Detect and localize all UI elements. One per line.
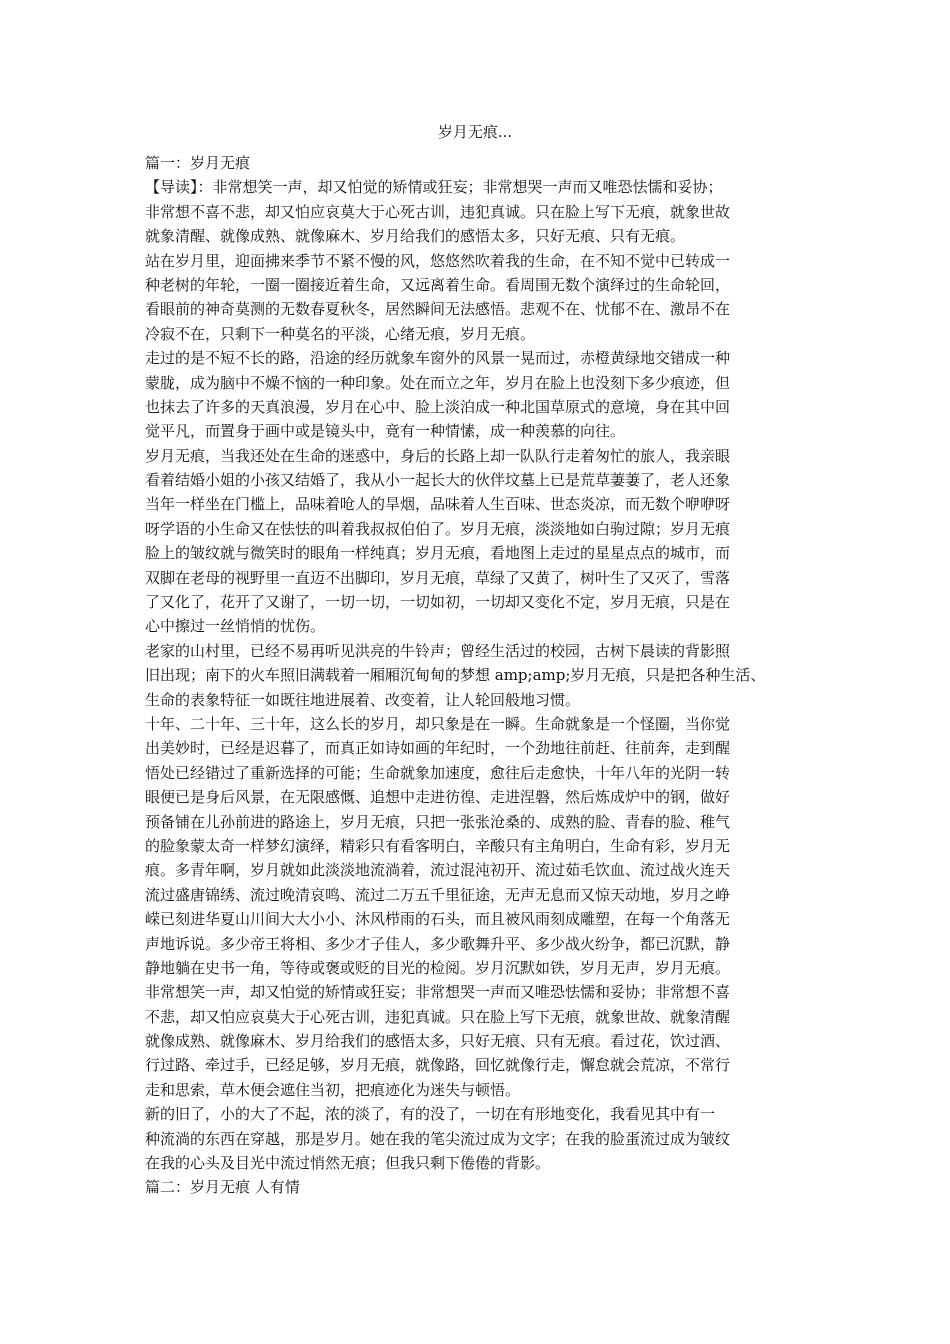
text-line: 的脸象蒙太奇一样梦幻演绎，精彩只有看客明白，辛酸只有主角明白，生命有彩，岁月无 [145,836,731,855]
text-line: 十年、二十年、三十年，这么长的岁月，却只象是在一瞬。生命就象是一个怪圈，当你觉 [145,714,731,733]
text-line: 看眼前的神奇莫测的无数春夏秋冬，居然瞬间无法感悟。悲观不在、忧郁不在、激昂不在 [145,300,731,319]
text-line: 眼便已是身后风景，在无限感慨、追想中走进彷徨、走进涅磐，然后炼成炉中的钢，做好 [145,788,731,807]
text-line: 静地躺在史书一角，等待或褒或贬的目光的检阅。岁月沉默如铁，岁月无声，岁月无痕。 [145,958,731,977]
text-line: 老家的山村里，已经不易再听见洪亮的牛铃声；曾经生活过的校园，古树下晨读的背影照 [145,641,731,660]
text-line: 看着结婚小姐的小孩又结婚了，我从小一起长大的伙伴坟墓上已是荒草萋萋了，老人还象 [145,471,731,490]
text-line: 蒙胧，成为脑中不燥不恼的一种印象。处在而立之年，岁月在脸上也没刻下多少痕迹，但 [145,373,731,392]
text-line: 种老树的年轮，一圈一圈接近着生命，又远离着生命。看周围无数个演绎过的生命轮回， [145,275,731,294]
text-line: 冷寂不在，只剩下一种莫名的平淡，心绪无痕，岁月无痕。 [145,324,536,343]
text-line: 就像成熟、就像麻木、岁月给我们的感悟太多，只好无痕、只有无痕。看过花，饮过酒、 [145,1032,731,1051]
text-line: 嵘已刻进华夏山川间大大小小、沐风栉雨的石头，而且被风雨刻成雕塑，在每一个角落无 [145,910,731,929]
text-line: 在我的心头及目光中流过悄然无痕；但我只剩下倦倦的背影。 [145,1154,551,1173]
text-line: 呀学语的小生命又在怯怯的叫着我叔叔伯伯了。岁月无痕，淡淡地如白驹过隙；岁月无痕 [145,519,731,538]
text-line: 也抹去了许多的天真浪漫，岁月在心中、脸上淡泊成一种北国草原式的意境，身在其中回 [145,397,731,416]
text-line: 旧出现；南下的火车照旧满载着一厢厢沉甸甸的梦想 amp;amp;岁月无痕，只是把各种生活、 [145,666,766,685]
text-line: 走和思索，草木便会遮住当初，把痕迹化为迷失与顿悟。 [145,1080,521,1099]
text-line: 声地诉说。多少帝王将相、多少才子佳人，多少歌舞升平、多少战火纷争，都已沉默，静 [145,934,731,953]
text-line: 痕。多青年啊，岁月就如此淡淡地流淌着，流过混沌初开、流过茹毛饮血、流过战火连天 [145,861,731,880]
text-line: 站在岁月里，迎面拂来季节不紧不慢的风，悠悠然吹着我的生命，在不知不觉中已转成一 [145,251,731,270]
text-line: 脸上的皱纹就与微笑时的眼角一样纯真；岁月无痕，看地图上走过的星星点点的城市，而 [145,544,731,563]
text-line: 了又化了，花开了又谢了，一切一切，一切如初，一切却又变化不定，岁月无痕，只是在 [145,593,731,612]
text-line: 悟处已经错过了重新选择的可能；生命就象加速度，愈往后走愈快，十年八年的光阴一转 [145,763,731,782]
text-line: 当年一样坐在门槛上，品味着呛人的旱烟，品味着人生百味、世态炎凉，而无数个咿咿呀 [145,495,731,514]
text-line: 非常想不喜不悲，却又怕应哀莫大于心死古训，违犯真诚。只在脸上写下无痕，就象世故 [145,202,731,221]
text-line: 心中擦过一丝悄悄的忧伤。 [145,617,326,636]
text-line: 双脚在老母的视野里一直迈不出脚印，岁月无痕，草绿了又黄了，树叶生了又灭了，雪落 [145,568,731,587]
text-line: 非常想笑一声，却又怕觉的矫情或狂妄；非常想哭一声而又唯恐怯懦和妥协；非常想不喜 [145,983,731,1002]
text-line: 种流淌的东西在穿越，那是岁月。她在我的笔尖流过成为文字；在我的脸蛋流过成为皱纹 [145,1129,731,1148]
section-heading: 篇二：岁月无痕 人有情 [145,1178,300,1197]
text-line: 预备铺在儿孙前进的路途上，岁月无痕，只把一张张沧桑的、成熟的脸、青春的脸、稚气 [145,812,731,831]
text-line: 【导读】：非常想笑一声，却又怕觉的矫情或狂妄；非常想哭一声而又唯恐怯懦和妥协； [145,178,723,197]
text-line: 行过路、牵过手，已经足够，岁月无痕，就像路，回忆就像行走，懈怠就会荒凉，不常行 [145,1056,731,1075]
document-body [145,151,825,1200]
text-line: 走过的是不短不长的路，沿途的经历就象车窗外的风景一晃而过，赤橙黄绿地交错成一种 [145,349,731,368]
text-line: 出美妙时，已经是迟暮了，而真正如诗如画的年纪时，一个劲地往前赶、往前奔，走到醒 [145,739,731,758]
text-line: 生命的表象特征一如既往地进展着、改变着，让人轮回般地习惯。 [145,690,581,709]
text-line: 觉平凡，而置身于画中或是镜头中，竟有一种情愫，成一种羡慕的向往。 [145,422,626,441]
text-line: 流过盛唐锦绣、流过晚清哀鸣、流过二万五千里征途，无声无息而又惊天动地，岁月之峥 [145,885,731,904]
text-line: 岁月无痕，当我还处在生命的迷惑中，身后的长路上却一队队行走着匆忙的旅人，我亲眼 [145,446,731,465]
section-heading: 篇一：岁月无痕 [145,154,251,172]
text-line: 不悲，却又怕应哀莫大于心死古训，违犯真诚。只在脸上写下无痕，就象世故、就象清醒 [145,1007,731,1026]
text-line: 就象清醒、就像成熟、就像麻木、岁月给我们的感悟太多，只好无痕、只有无痕。 [145,227,686,246]
text-line: 新的旧了，小的大了不起，浓的淡了，有的没了，一切在有形地变化，我看见其中有一 [145,1105,716,1124]
document-title: 岁月无痕... [437,123,513,141]
